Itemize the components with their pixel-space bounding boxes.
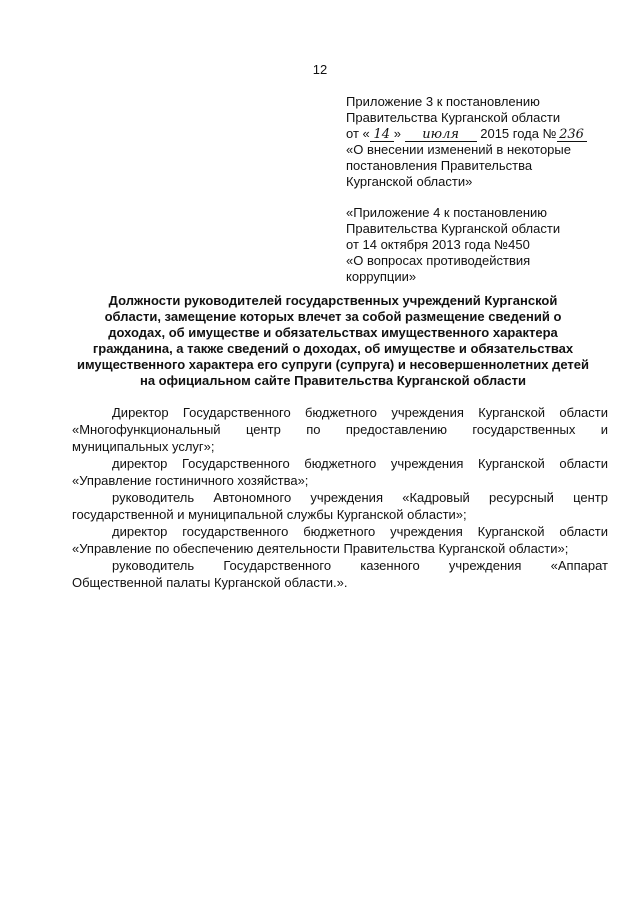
list-item-tail: муниципальных услуг»; bbox=[72, 439, 215, 454]
appendix-3-line-4: «О внесении изменений в некоторые bbox=[346, 142, 571, 157]
appendix-4-line-5: коррупции» bbox=[346, 269, 417, 284]
title-line: Должности руководителей государственных учреждений Курганской bbox=[108, 293, 558, 308]
year-text: 2015 года № bbox=[480, 126, 557, 141]
appendix-4-line-3: от 14 октября 2013 года №450 bbox=[346, 237, 530, 252]
appendix-4-line-1: «Приложение 4 к постановлению bbox=[346, 205, 548, 220]
appendix-3-line-5: постановления Правительства bbox=[346, 158, 533, 173]
list-item bbox=[72, 523, 608, 540]
title-line: области, замещение которых влечет за собой размещение сведений о bbox=[104, 309, 562, 324]
list-item-tail: Общественной палаты Курганской области.». bbox=[72, 575, 348, 590]
paragraph-text: директор Государственного бюджетного учреждения Курганской области bbox=[112, 456, 608, 471]
appendix-3-date-line bbox=[346, 126, 616, 142]
title-line: гражданина, а также сведений о доходах, об имуществе и обязательствах bbox=[92, 341, 574, 356]
paragraph-text: руководитель Государственного казенного учреждения «Аппарат bbox=[112, 558, 608, 573]
paragraph-text: Директор Государственного бюджетного учреждения Курганской области «Многофункциональный центр по предоставлению государственных и bbox=[72, 405, 608, 437]
list-item bbox=[72, 557, 608, 574]
appendix-3-line-2: Правительства Курганской области bbox=[346, 110, 561, 125]
handwritten-number: 236 bbox=[557, 128, 587, 142]
appendix-3-header bbox=[346, 94, 616, 190]
appendix-3-line-6: Курганской области» bbox=[346, 174, 473, 189]
list-item-tail: государственной и муниципальной службы Курганской области»; bbox=[72, 507, 467, 522]
page-number: 12 bbox=[312, 62, 328, 77]
list-item bbox=[72, 489, 608, 506]
list-item bbox=[72, 404, 608, 438]
date-prefix: от « bbox=[346, 126, 370, 141]
appendix-4-header bbox=[346, 205, 616, 285]
date-quote-close: » bbox=[393, 126, 401, 141]
paragraph-text: руководитель Автономного учреждения «Кадровый ресурсный центр bbox=[112, 490, 608, 505]
list-item-tail: «Управление гостиничного хозяйства»; bbox=[72, 473, 309, 488]
appendix-3-line-1: Приложение 3 к постановлению bbox=[346, 94, 540, 109]
document-title bbox=[70, 293, 596, 389]
title-line: доходах, об имуществе и обязательствах имущественного характера bbox=[108, 325, 558, 340]
list-item bbox=[72, 455, 608, 472]
appendix-4-line-2: Правительства Курганской области bbox=[346, 221, 561, 236]
positions-list bbox=[72, 404, 608, 591]
appendix-4-line-4: «О вопросах противодействия bbox=[346, 253, 531, 268]
paragraph-text: директор государственного бюджетного учреждения Курганской области bbox=[112, 524, 608, 539]
list-item-tail: «Управление по обеспечению деятельности Правительства Курганской области»; bbox=[72, 541, 569, 556]
handwritten-day: 14 bbox=[370, 128, 394, 142]
title-line: имущественного характера его супруги (супруга) и несовершеннолетних детей bbox=[76, 357, 590, 372]
title-line: на официальном сайте Правительства Курганской области bbox=[139, 373, 526, 388]
handwritten-month: июля bbox=[405, 128, 477, 142]
